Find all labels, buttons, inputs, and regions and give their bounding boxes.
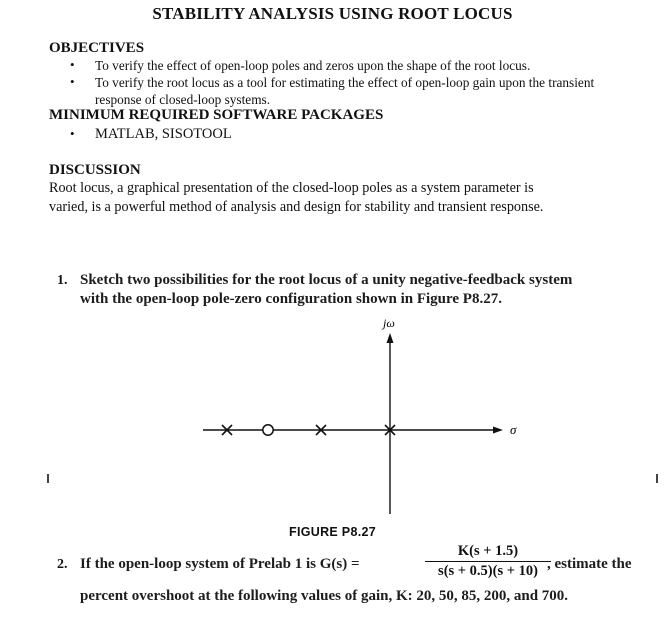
scan-mark (47, 474, 49, 483)
document-title: STABILITY ANALYSIS USING ROOT LOCUS (152, 4, 513, 23)
question-1-text: with the open-loop pole-zero configuration shown in Figure P8.27. (80, 291, 502, 307)
objectives-heading: OBJECTIVES (49, 40, 145, 56)
question-1-text: Sketch two possibilities for the root locus of a unity negative-feedback system (80, 272, 573, 288)
fraction-numerator: K(s + 1.5) (425, 543, 551, 562)
software-heading: MINIMUM REQUIRED SOFTWARE PACKAGES (49, 107, 384, 123)
transfer-function-fraction (425, 543, 551, 580)
discussion-heading: DISCUSSION (49, 162, 141, 178)
scan-mark (656, 474, 658, 483)
objective-item: To verify the root locus as a tool for estimating the effect of open-loop gain upon the transient (95, 75, 595, 90)
objective-item: To verify the effect of open-loop poles and zeros upon the shape of the root locus. (95, 58, 531, 73)
discussion-line: Root locus, a graphical presentation of the closed-loop poles as a system parameter is (49, 180, 534, 196)
question-2-number: 2. (57, 557, 68, 572)
question-2-prefix: If the open-loop system of Prelab 1 is G(s) = (80, 556, 360, 572)
question-2-suffix: , estimate the (547, 556, 632, 572)
y-axis-label: jω (383, 316, 395, 330)
imaginary-axis-arrow (387, 333, 394, 343)
bullet-icon: • (70, 74, 75, 89)
zero-marker (263, 425, 273, 435)
software-item: MATLAB, SISOTOOL (95, 126, 232, 142)
bullet-icon: • (70, 57, 75, 72)
question-1-number: 1. (57, 273, 68, 288)
bullet-icon: • (70, 126, 75, 141)
real-axis-arrow (493, 427, 503, 434)
question-2-text: percent overshoot at the following values of gain, K: 20, 50, 85, 200, and 700. (80, 588, 569, 604)
x-axis-label: σ (510, 422, 517, 437)
figure-caption: FIGURE P8.27 (289, 525, 376, 539)
discussion-line: varied, is a powerful method of analysis and design for stability and transient response. (49, 199, 544, 215)
fraction-denominator: s(s + 0.5)(s + 10) (438, 563, 538, 579)
objective-item-continuation: response of closed-loop systems. (95, 92, 271, 107)
